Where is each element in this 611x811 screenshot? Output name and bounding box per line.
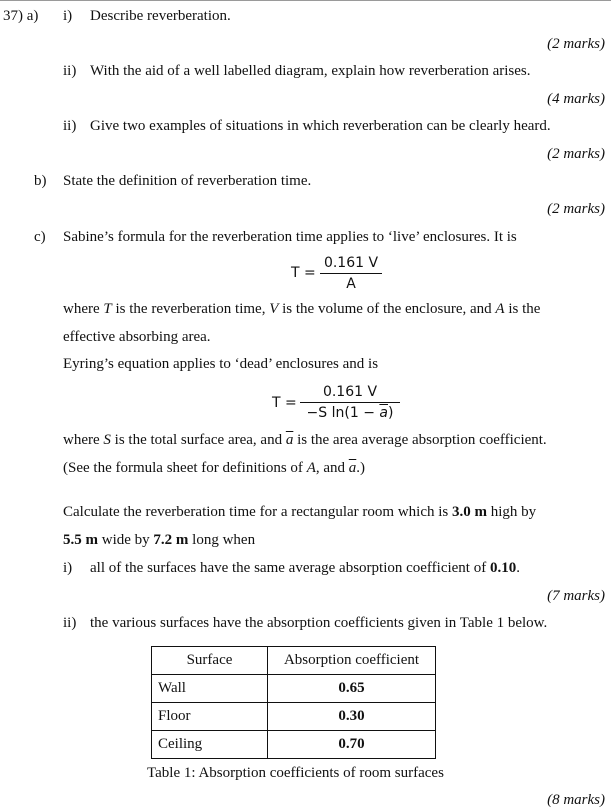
question-number: 37) a) bbox=[3, 8, 39, 24]
table-header-coefficient: Absorption coefficient bbox=[268, 647, 436, 675]
eyring-intro: Eyring’s equation applies to ‘dead’ enclosures and is bbox=[63, 356, 379, 372]
sabine-intro: Sabine’s formula for the reverberation time applies to ‘live’ enclosures. It is bbox=[63, 229, 517, 245]
item-a-ii-text: With the aid of a well labelled diagram, explain how reverberation arises. bbox=[90, 63, 531, 79]
item-a-iii-label: ii) bbox=[63, 118, 77, 134]
table-row bbox=[152, 703, 436, 731]
item-c-ii-label: ii) bbox=[63, 615, 77, 631]
marks-c-ii: (8 marks) bbox=[547, 792, 605, 808]
part-b-label: b) bbox=[34, 173, 47, 189]
marks-a-i: (2 marks) bbox=[547, 36, 605, 52]
formula-sheet-note: (See the formula sheet for definitions of A, and $\overline{a}$.) bbox=[63, 460, 366, 476]
table-cell-coefficient: 0.30 bbox=[268, 703, 436, 731]
absorption-table bbox=[151, 646, 436, 759]
where-sabine-line2: effective absorbing area. bbox=[63, 329, 211, 345]
item-a-i-label: i) bbox=[63, 8, 73, 24]
eyring-lhs: T = bbox=[272, 395, 297, 411]
sabine-numerator: 0.161 V bbox=[320, 254, 382, 274]
item-c-ii-text: the various surfaces have the absorption coefficients given in Table 1 below. bbox=[90, 615, 548, 631]
part-b-text: State the definition of reverberation time. bbox=[63, 173, 312, 189]
sabine-denominator: A bbox=[346, 276, 356, 292]
marks-a-iii: (2 marks) bbox=[547, 146, 605, 162]
sabine-lhs: T = bbox=[291, 265, 316, 281]
marks-a-ii: (4 marks) bbox=[547, 91, 605, 107]
where-sabine-line1: where T is the reverberation time, V is the volume of the enclosure, and A is the bbox=[63, 301, 541, 317]
table-cell-coefficient: 0.70 bbox=[268, 731, 436, 759]
item-c-i-text: all of the surfaces have the same average absorption coefficient of 0.10. bbox=[90, 560, 520, 576]
item-a-i-text: Describe reverberation. bbox=[90, 8, 231, 24]
item-a-iii-text: Give two examples of situations in which reverberation can be clearly heard. bbox=[90, 118, 551, 134]
where-eyring-line: where S is the total surface area, and $\overline{a}$ is the area average absorption coefficient. bbox=[63, 432, 547, 448]
marks-b: (2 marks) bbox=[547, 201, 605, 217]
sabine-fraction bbox=[320, 254, 382, 293]
calc-line1: Calculate the reverberation time for a rectangular room which is 3.0 m high by bbox=[63, 504, 537, 520]
table-row bbox=[152, 675, 436, 703]
table-row bbox=[152, 731, 436, 759]
table-cell-coefficient: 0.65 bbox=[268, 675, 436, 703]
table-cell-surface: Floor bbox=[152, 703, 268, 731]
item-c-i-label: i) bbox=[63, 560, 73, 576]
table-header-surface: Surface bbox=[152, 647, 268, 675]
table-cell-surface: Wall bbox=[152, 675, 268, 703]
item-a-ii-label: ii) bbox=[63, 63, 77, 79]
calc-line2: 5.5 m wide by 7.2 m long when bbox=[63, 532, 256, 548]
part-c-label: c) bbox=[34, 229, 46, 245]
eyring-fraction bbox=[300, 383, 400, 422]
eyring-denominator: −S $\ln(1 - \overline{a})$ bbox=[306, 405, 394, 421]
table-cell-surface: Ceiling bbox=[152, 731, 268, 759]
top-rule bbox=[0, 0, 611, 1]
table-caption: Table 1: Absorption coefficients of room surfaces bbox=[147, 765, 444, 781]
marks-c-i: (7 marks) bbox=[547, 588, 605, 604]
table-header-row bbox=[152, 647, 436, 675]
eyring-numerator: 0.161 V bbox=[300, 383, 400, 403]
